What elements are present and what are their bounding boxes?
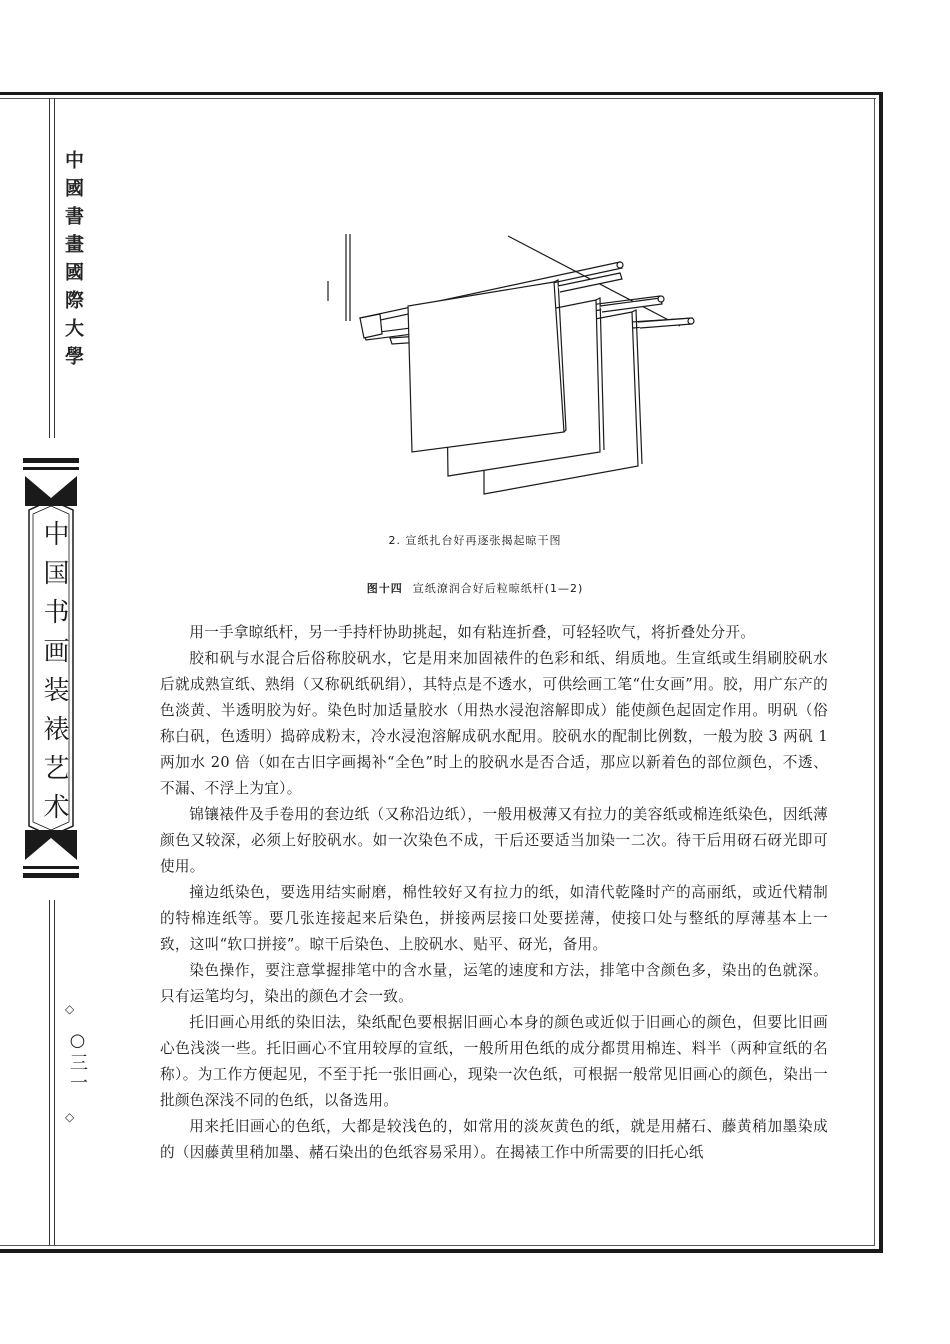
paragraph: 染色操作，要注意掌握排笔中的含水量，运笔的速度和方法，排笔中含颜色多，染出的色就深。只有运笔均匀，染出的颜色才会一致。 <box>160 962 828 1005</box>
university-name: 中國書畫國際大學 <box>62 150 84 374</box>
diamond-ornament-bottom: ◇ <box>65 1110 75 1124</box>
paragraph: 撞边纸染色，要选用结实耐磨，棉性较好又有拉力的纸，如清代乾隆时产的高丽纸，或近代精制的特棉连纸等。要几张连接起来后染色，拼接两层接口处要搓薄，使接口处与整纸的厚薄基本上一致，这叫“软口拼接”。晾干后染色、上胶矾水、贴平、砑光，备用。 <box>160 884 828 953</box>
figure-caption-text: 宣纸潦润合好后粒晾纸杆(1—2) <box>412 582 584 595</box>
margin-rule-lower <box>49 900 50 1245</box>
page-frame-bottom <box>0 1249 883 1253</box>
margin-rule-upper <box>49 98 50 438</box>
figure-caption <box>0 580 950 596</box>
page-number: ○三一 <box>67 1030 88 1093</box>
body-text <box>160 620 828 1166</box>
page-frame-right-inner <box>874 98 875 1246</box>
margin-rule-lower-inner <box>54 900 55 1245</box>
margin-rule-upper-inner <box>54 98 55 438</box>
diamond-ornament-top: ◇ <box>65 1002 75 1016</box>
drying-poles-illustration <box>320 226 700 516</box>
figure-subcaption: 2. 宣纸扎台好再逐张揭起晾干图 <box>388 534 562 547</box>
page-frame-top-inner <box>0 98 876 99</box>
paragraph: 托旧画心用纸的染旧法，染纸配色要根据旧画心本身的颜色或近似于旧画心的颜色，但要比旧画心色浅淡一些。托旧画心不宜用较厚的宣纸，一般所用色纸的成分都贯用棉连、料半（两种宣纸的名称）。为工作方便起见，不至于托一张旧画心，现染一次色纸，可根据一般常见旧画心的颜色，染出一批颜色深浅不同的色纸，以备选用。 <box>160 1014 828 1109</box>
page-frame-right <box>879 92 883 1252</box>
paragraph: 用来托旧画心的色纸，大都是较浅色的，如常用的淡灰黄色的纸，就是用赭石、藤黄稍加墨染成的（因藤黄里稍加墨、赭石染出的色纸容易采用）。在揭裱工作中所需要的旧托心纸 <box>160 1118 828 1161</box>
page-frame-top <box>0 92 882 95</box>
book-title: 中国书画装裱艺术 <box>39 520 69 832</box>
figure-caption-label: 图十四 <box>366 582 403 595</box>
page-frame-bottom-inner <box>0 1245 875 1246</box>
paragraph: 胶和矾与水混合后俗称胶矾水，它是用来加固裱件的色彩和纸、绢质地。生宣纸或生绢刷胶矾水后就成熟宣纸、熟绢（又称矾纸矾绢），其特点是不透水，可供绘画工笔“仕女画”用。胶，用广东产的色淡黄、半透明胶为好。染色时加适量胶水（用热水浸泡溶解即成）能使颜色起固定作用。明矾（俗称白矾，色透明）捣碎成粉末，冷水浸泡溶解成矾水配用。胶矾水的配制比例数，一般为胶 3 两矾 1 两加水 20 倍（如在古旧字画揭补“全色”时上的胶矾水是否合适，那应以新着色的部位颜色，不透、不漏、不浮上为宜）。 <box>160 650 828 797</box>
paragraph: 用一手拿晾纸杆，另一手持杆协助挑起，如有粘连折叠，可轻轻吹气，将折叠处分开。 <box>189 624 756 641</box>
paragraph: 锦镶裱件及手卷用的套边纸（又称沿边纸），一般用极薄又有拉力的美容纸或棉连纸染色，因纸薄颜色又较深，必须上好胶矾水。如一次染色不成，干后还要适当加染一二次。待干后用砑石砑光即可使用。 <box>160 806 828 875</box>
